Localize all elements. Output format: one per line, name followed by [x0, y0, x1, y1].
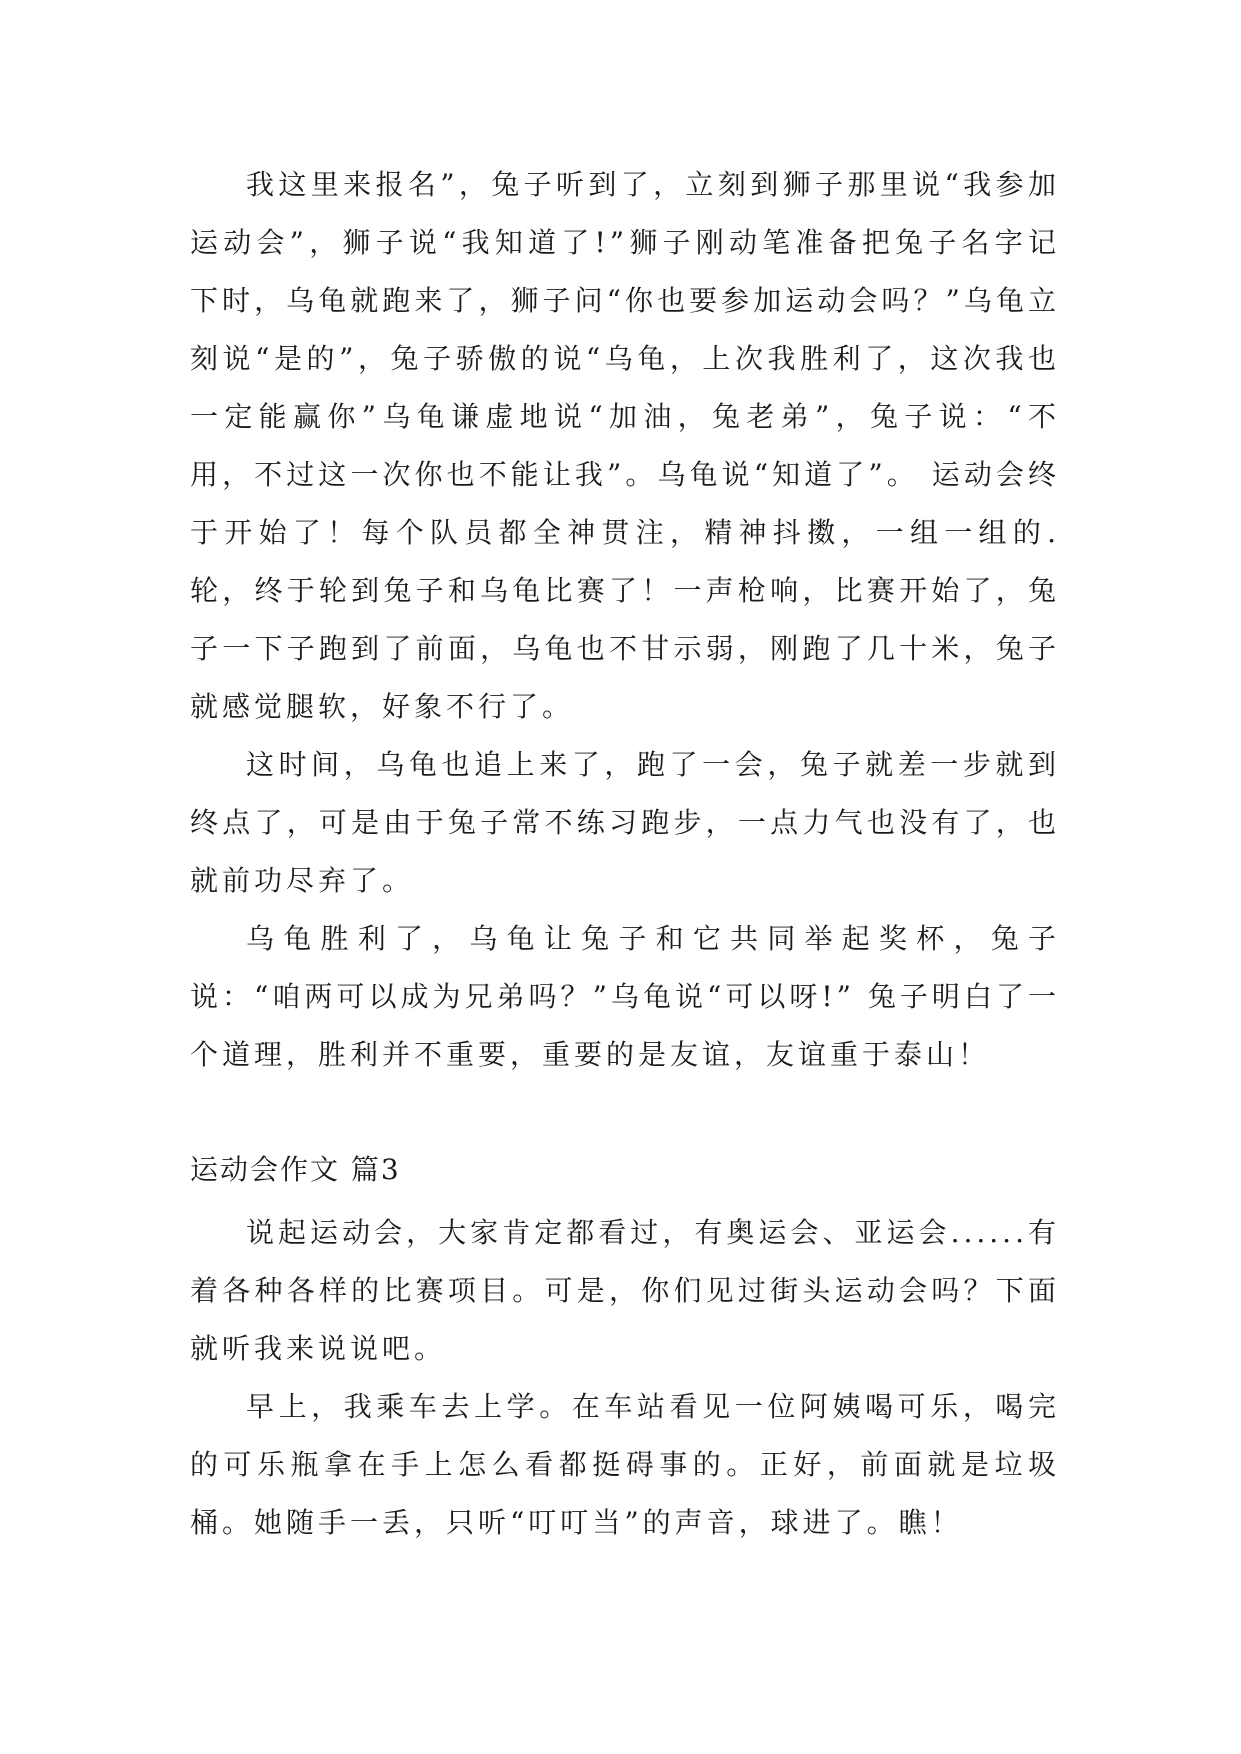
- paragraph: 我这里来报名”，兔子听到了，立刻到狮子那里说“我参加运动会”，狮子说“我知道了!”狮子刚动笔准备把兔子名字记下时，乌龟就跑来了，狮子问“你也要参加运动会吗？”乌龟立刻说“是的”，兔子骄傲的说“乌龟，上次我胜利了，这次我也一定能赢你”乌龟谦虚地说“加油，兔老弟”，兔子说：“不用，不过这一次你也不能让我”。乌龟说“知道了”。 运动会终于开始了！每个队员都全神贯注，精神抖擞，一组一组的.轮，终于轮到兔子和乌龟比赛了！一声枪响，比赛开始了，兔子一下子跑到了前面，乌龟也不甘示弱，刚跑了几十米，兔子就感觉腿软，好象不行了。: [190, 168, 1060, 723]
- essay-section-1: [190, 156, 1060, 1084]
- section-heading: 运动会作文 篇3: [190, 1153, 401, 1186]
- paragraph: 早上，我乘车去上学。在车站看见一位阿姨喝可乐，喝完的可乐瓶拿在手上怎么看都挺碍事的。正好，前面就是垃圾桶。她随手一丢，只听“叮叮当”的声音，球进了。瞧！: [190, 1390, 1060, 1539]
- paragraph: 说起运动会，大家肯定都看过，有奥运会、亚运会......有着各种各样的比赛项目。可是，你们见过街头运动会吗？下面就听我来说说吧。: [190, 1216, 1060, 1365]
- paragraph: 乌龟胜利了，乌龟让兔子和它共同举起奖杯，兔子说：“咱两可以成为兄弟吗？”乌龟说“可以呀!” 兔子明白了一个道理，胜利并不重要，重要的是友谊，友谊重于泰山！: [190, 922, 1060, 1071]
- paragraph: 这时间，乌龟也追上来了，跑了一会，兔子就差一步就到终点了，可是由于兔子常不练习跑步，一点力气也没有了，也就前功尽弃了。: [190, 748, 1060, 897]
- essay-section-2: [190, 1204, 1060, 1552]
